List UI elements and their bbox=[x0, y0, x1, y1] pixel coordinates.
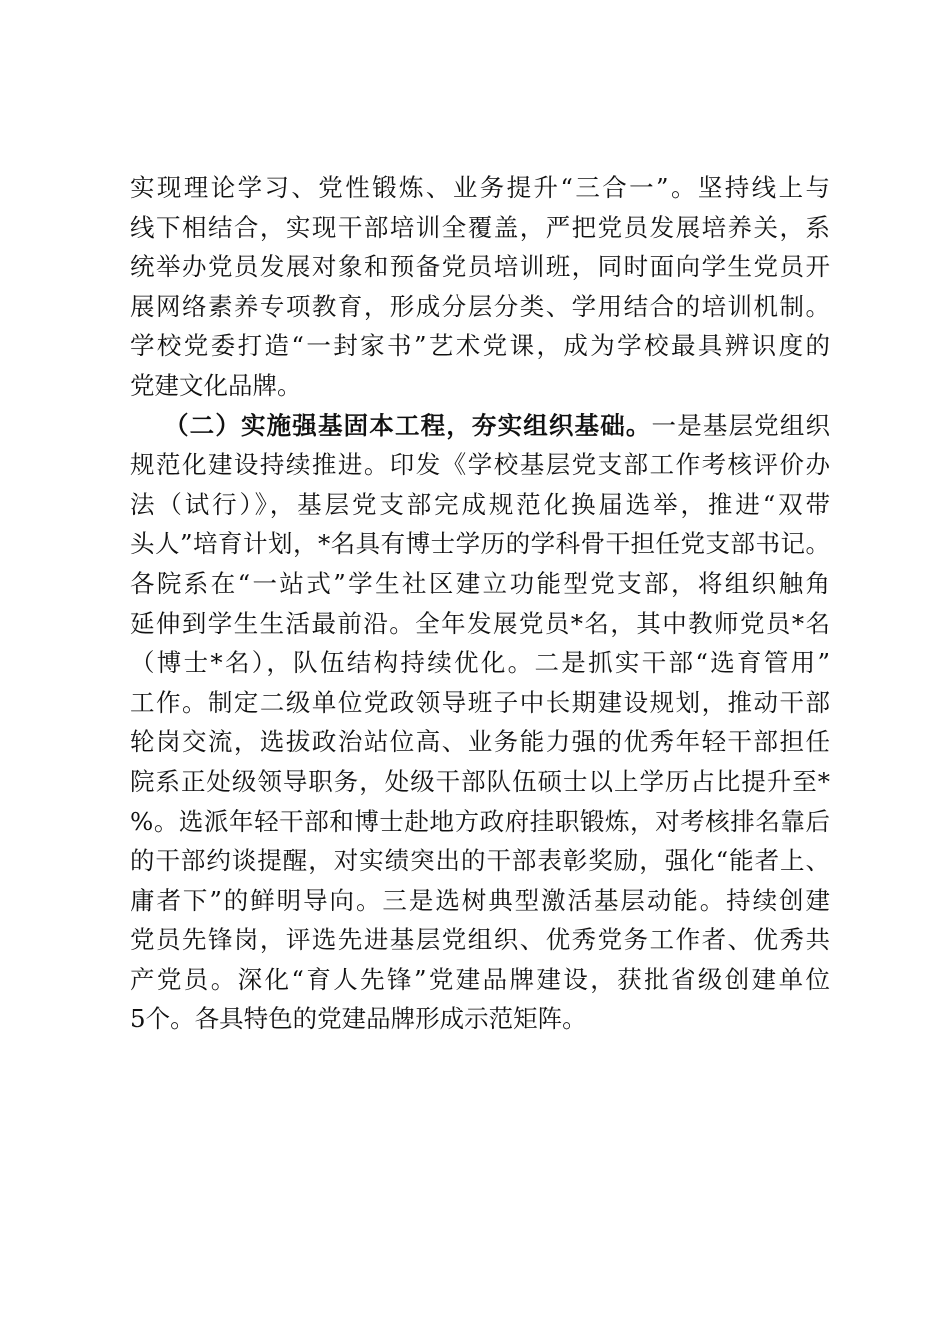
paragraph-1-line: 线下相结合，实现干部培训全覆盖，严把党员发展培养关，系 bbox=[130, 212, 830, 242]
document-body bbox=[130, 168, 830, 1039]
paragraph-1-line: 党建文化品牌。 bbox=[130, 370, 302, 400]
paragraph-2-line: （博士*名），队伍结构持续优化。二是抓实干部“选育管用” bbox=[130, 648, 830, 678]
section-heading: （二）实施强基固本工程，夯实组织基础。 bbox=[164, 410, 652, 440]
paragraph-1-line: 展网络素养专项教育，形成分层分类、学用结合的培训机制。 bbox=[130, 291, 830, 321]
paragraph-2-line: 产党员。深化“育人先锋”党建品牌建设，获批省级创建单位 bbox=[130, 964, 830, 994]
paragraph-2-line: 头人”培育计划，*名具有博士学历的学科骨干担任党支部书记。 bbox=[130, 529, 830, 559]
paragraph-2-line: 5个。各具特色的党建品牌形成示范矩阵。 bbox=[130, 1004, 587, 1034]
paragraph-2-line: 工作。制定二级单位党政领导班子中长期建设规划，推动干部 bbox=[130, 687, 830, 717]
paragraph-1-line: 学校党委打造“一封家书”艺术党课，成为学校最具辨识度的 bbox=[130, 331, 830, 361]
paragraph-2-line: 各院系在“一站式”学生社区建立功能型党支部，将组织触角 bbox=[130, 568, 830, 598]
paragraph-2-line: 院系正处级领导职务，处级干部队伍硕士以上学历占比提升至* bbox=[130, 766, 830, 796]
paragraph-2-line: 的干部约谈提醒，对实绩突出的干部表彰奖励，强化“能者上、 bbox=[130, 846, 830, 876]
paragraph-2-line: 轮岗交流，选拔政治站位高、业务能力强的优秀年轻干部担任 bbox=[130, 727, 830, 757]
paragraph-1-line: 统举办党员发展对象和预备党员培训班，同时面向学生党员开 bbox=[130, 252, 830, 282]
paragraph-2-line: 规范化建设持续推进。印发《学校基层党支部工作考核评价办 bbox=[130, 450, 830, 480]
paragraph-2-line: 法（试行）》，基层党支部完成规范化换届选举，推进“双带 bbox=[130, 489, 830, 519]
paragraph-2-first-line-text: 一是基层党组织 bbox=[651, 410, 831, 440]
paragraph-2-line: %。选派年轻干部和博士赴地方政府挂职锻炼，对考核排名靠后 bbox=[130, 806, 830, 836]
paragraph-2-line: 党员先锋岗，评选先进基层党组织、优秀党务工作者、优秀共 bbox=[130, 925, 830, 955]
paragraph-1-line: 实现理论学习、党性锻炼、业务提升“三合一”。坚持线上与 bbox=[130, 173, 830, 202]
paragraph-2-line: 延伸到学生生活最前沿。全年发展党员*名，其中教师党员*名 bbox=[130, 608, 830, 638]
paragraph-2-line: 庸者下”的鲜明导向。三是选树典型激活基层动能。持续创建 bbox=[130, 885, 830, 915]
paragraph-2-first-line bbox=[130, 406, 830, 446]
